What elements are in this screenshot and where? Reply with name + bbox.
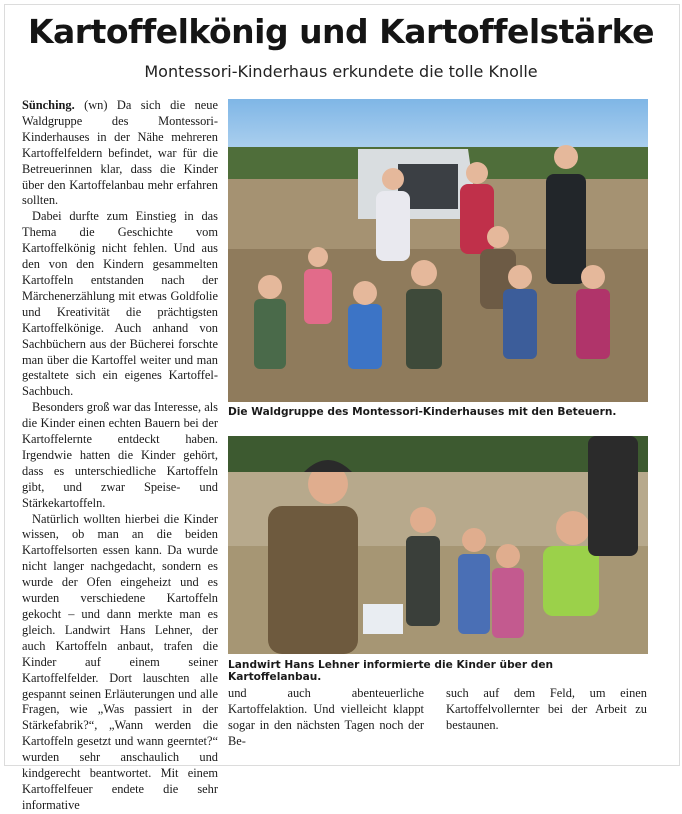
paragraph-4: Natürlich wollten hierbei die Kinder wissen, ob man an die beiden Kartoffelsorten essen kann. Da wurde nicht langer nachgedacht, sondern es wurde der Ofen eingeheizt und es wurden verschiedene Kartoffeln gekocht – und dann merkte man es gleich. Landwirt Hans Lehner, der auch Kartoffeln anbaut, trafen die Kinder auf einem seiner Kartoffelfelder. Dort lauschten alle gespannt seinen Erläuterungen und alle Fragen, wie „Was passiert in der Stärkefabrik?“, „Wann werden die Kartoffeln gesetzt und wann geerntet?“ wurden sehr anschaulich und kindgerecht beantwortet. Mit einem Kartoffelfeuer endete die sehr informative xyxy=(22,511,218,812)
paragraph-2: Dabei durfte zum Einstieg in das Thema die Geschichte vom Kartoffelkönig nicht fehlen. Und aus den von den Kindern gesammelten Kartoffeln entstanden nach der Märchenerzählung mit etwas Goldfolie und Kreativität die prächtigsten Kartoffelkönige. Auch anhand von Sachbüchern aus der Bücherei forschte man über die Kartoffel weiter und man gestaltete sich ein eigenes Kartoffel-Sachbuch. xyxy=(22,209,218,399)
farmer-photo xyxy=(228,436,648,654)
byline: (wn) xyxy=(84,98,108,112)
group-photo xyxy=(228,99,648,402)
paragraph-3: Besonders groß war das Interesse, als die Kinder einen echten Bauern bei der Kartoffelernte entdeckt haben. Irgendwie hatten die Kinder gehört, dass es unterschiedliche Kartoffeln gibt, und zwar Speise- und Stärkekartoffeln. xyxy=(22,400,218,510)
paragraph-1: Sünching. (wn) Da sich die neue Waldgruppe des Montessori-Kinderhauses in der Nähe mehreren Kartoffelfeldern befindet, war für die Betreuerinnen klar, dass die Kinder über den Kartoffelanbau mehr erfahren sollten. xyxy=(22,98,218,208)
article-subheadline: Montessori-Kinderhaus erkundete die tolle Knolle xyxy=(144,62,538,81)
article-column-1 xyxy=(22,98,218,814)
article-column-3 xyxy=(446,686,647,734)
photo-caption-2: Landwirt Hans Lehner informierte die Kinder über den Kartoffelanbau. xyxy=(228,659,554,683)
article-headline: Kartoffelkönig und Kartoffelstärke xyxy=(27,12,655,51)
photo-caption-1: Die Waldgruppe des Montessori-Kinderhauses mit den Beteuern. xyxy=(228,406,617,418)
dateline: Sünching. xyxy=(22,98,75,112)
article-column-2 xyxy=(228,686,424,750)
paragraph-end: such auf dem Feld, um einen Kartoffelvollernter bei der Arbeit zu bestaunen. xyxy=(446,686,647,732)
paragraph-continued: und auch abenteuerliche Kartoffelaktion. Und vielleicht klappt sogar in den nächsten Tagen noch der Be- xyxy=(228,686,424,748)
